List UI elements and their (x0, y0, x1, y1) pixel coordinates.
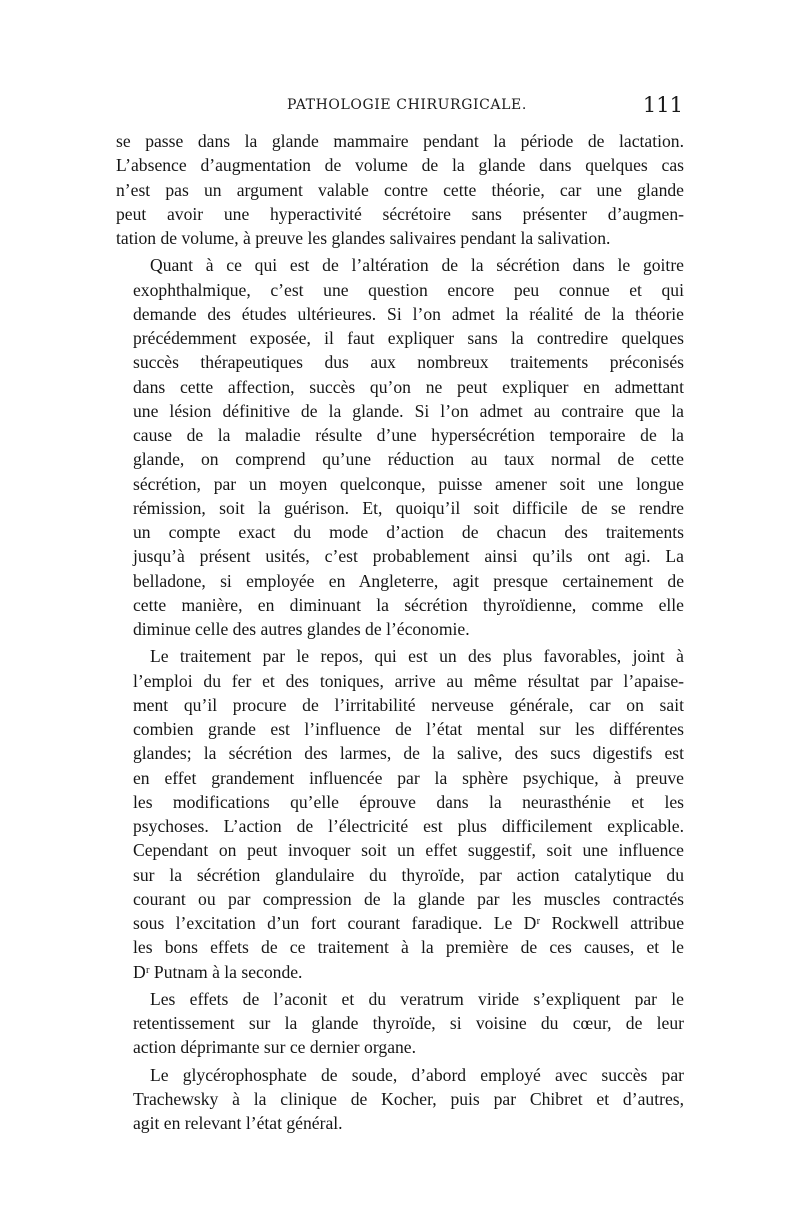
text-line: jusqu’à présent usités, c’est probablement ainsi qu’ils ont agi. La (133, 546, 684, 567)
text-line: les bons effets de ce traitement à la première de ces causes, et le (133, 937, 684, 958)
text-line: action déprimante sur ce dernier organe. (133, 1037, 417, 1058)
text-line: sur la sécrétion glandulaire du thyroïde, par action catalytique du (133, 864, 684, 885)
text-line: les modifications qu’elle éprouve dans la neurasthénie et les (133, 791, 684, 812)
text-line: succès thérapeutiques dus aux nombreux traitements préconisés (133, 352, 684, 373)
text-line: ment qu’il procure de l’irritabilité nerveuse générale, car on sait (133, 694, 684, 715)
text-line: sous l’excitation d’un fort courant faradique. Le Dʳ Rockwell attribue (133, 913, 684, 933)
text-line: Cependant on peut invoquer soit un effet suggestif, soit une influence (133, 840, 684, 861)
text-line: retentissement sur la glande thyroïde, si voisine du cœur, de leur (133, 1013, 684, 1033)
text-line: demande des études ultérieures. Si l’on admet la réalité de la théorie (133, 303, 684, 324)
text-line: peut avoir une hyperactivité sécrétoire sans présenter d’augmen- (116, 203, 684, 224)
paragraph (116, 129, 684, 250)
text-line: n’est pas un argument valable contre cette théorie, car une glande (116, 179, 684, 200)
paragraph (116, 987, 684, 1060)
text-line: rémission, soit la guérison. Et, quoiqu’il soit difficile de se rendre (133, 497, 684, 518)
text-line: combien grande est l’influence de l’état mental sur les différentes (133, 719, 684, 739)
text-line: en effet grandement influencée par la sphère psychique, à preuve (133, 767, 684, 788)
text-line: l’emploi du fer et des toniques, arrive au même résultat par l’apaise- (133, 670, 684, 691)
text-line: belladone, si employée en Angleterre, agit presque certainement de (133, 570, 684, 591)
text-line: courant ou par compression de la glande par les muscles contractés (133, 888, 684, 909)
paragraph (116, 1063, 684, 1136)
text-line: Quant à ce qui est de l’altération de la sécrétion dans le goitre (150, 255, 684, 276)
text-line: dans cette affection, succès qu’on ne peut expliquer en admettant (133, 376, 684, 397)
body-text (116, 129, 684, 1138)
text-line: se passe dans la glande mammaire pendant la période de lactation. (116, 131, 684, 151)
text-line: diminue celle des autres glandes de l’économie. (133, 619, 470, 639)
text-line: sécrétion, par un moyen quelconque, puisse amener soit une longue (133, 473, 684, 494)
text-line: Le traitement par le repos, qui est un des plus favorables, joint à (150, 646, 684, 667)
paragraph (116, 253, 684, 641)
running-header (115, 93, 683, 121)
text-line: glande, on comprend qu’une réduction au taux normal de cette (133, 449, 684, 470)
text-line: Trachewsky à la clinique de Kocher, puis par Chibret et d’autres, (133, 1088, 684, 1109)
text-line: cette manière, en diminuant la sécrétion thyroïdienne, comme elle (133, 594, 684, 615)
text-line: une lésion définitive de la glande. Si l’on admet au contraire que la (133, 400, 684, 421)
text-line: Les effets de l’aconit et du veratrum viride s’expliquent par le (150, 988, 684, 1009)
text-line: psychoses. L’action de l’électricité est plus difficilement explicable. (133, 816, 684, 836)
text-line: Le glycérophosphate de soude, d’abord employé avec succès par (150, 1064, 684, 1085)
page-number: 111 (642, 93, 683, 117)
text-line: Dʳ Putnam à la seconde. (133, 961, 303, 982)
text-line: exophthalmique, c’est une question encore peu connue et qui (133, 279, 684, 300)
running-title: PATHOLOGIE CHIRURGICALE. (287, 97, 527, 113)
text-line: agit en relevant l’état général. (133, 1113, 343, 1133)
text-line: un compte exact du mode d’action de chacun des traitements (133, 522, 684, 542)
text-line: L’absence d’augmentation de volume de la glande dans quelques cas (116, 155, 684, 176)
text-line: précédemment exposée, il faut expliquer sans la contredire quelques (133, 328, 684, 348)
text-line: tation de volume, à preuve les glandes salivaires pendant la salivation. (116, 228, 611, 248)
text-line: glandes; la sécrétion des larmes, de la salive, des sucs digestifs est (133, 743, 684, 764)
paragraph (116, 644, 684, 984)
text-line: cause de la maladie résulte d’une hypersécrétion temporaire de la (133, 425, 684, 445)
